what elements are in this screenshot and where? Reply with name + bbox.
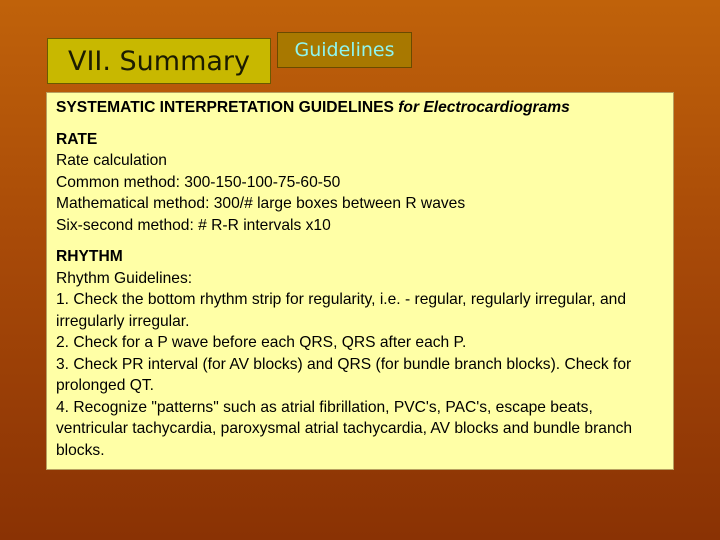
slide-title: VII. Summary	[47, 38, 271, 84]
rhythm-item: 1. Check the bottom rhythm strip for regularity, i.e. - regular, regularly irregular, and irregularly irregular.	[56, 291, 626, 330]
rate-line: Six-second method: # R-R intervals x10	[56, 216, 331, 234]
heading-sub: for Electrocardiograms	[398, 99, 570, 116]
rate-line: Mathematical method: 300/# large boxes between R waves	[56, 195, 466, 212]
rhythm-item: 2. Check for a P wave before each QRS, QRS after each P.	[56, 334, 467, 351]
rate-title: RATE	[56, 130, 98, 148]
rhythm-item: 3. Check PR interval (for AV blocks) and QRS (for bundle branch blocks). Check for prolonged QT.	[56, 355, 632, 394]
rate-line: Rate calculation	[56, 152, 167, 169]
rhythm-line: Rhythm Guidelines:	[56, 269, 193, 287]
rate-line: Common method: 300-150-100-75-60-50	[56, 173, 341, 191]
rhythm-title: RHYTHM	[56, 248, 123, 265]
guidelines-panel	[46, 92, 674, 470]
rhythm-item: 4. Recognize "patterns" such as atrial fibrillation, PVC's, PAC's, escape beats, ventricular tachycardia, paroxysmal atrial tachycardia, AV blocks and bundle branch blocks.	[56, 398, 633, 459]
heading-main: SYSTEMATIC INTERPRETATION GUIDELINES	[56, 99, 394, 116]
section-tag: Guidelines	[277, 32, 412, 68]
panel-heading	[56, 97, 665, 119]
